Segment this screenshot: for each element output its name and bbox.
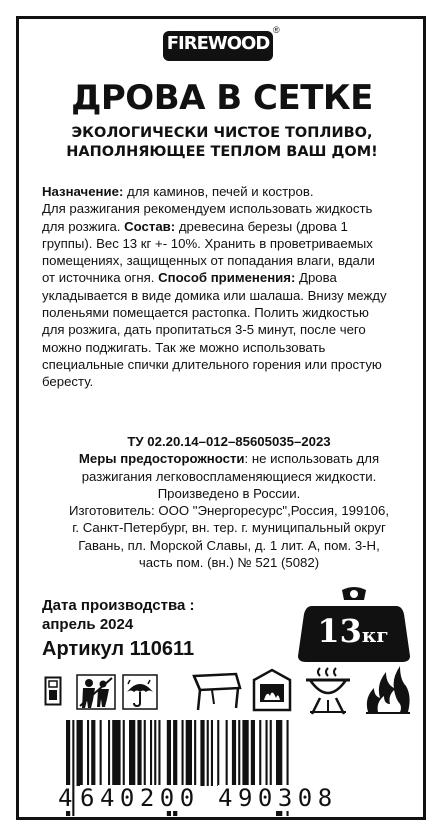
manufacturer-line: Гавань, пл. Морской Славы, д. 1 лит. А, пом. 3-Н, [78,537,380,553]
weight-unit: кг [361,623,389,647]
barcode-bar [211,720,213,786]
barcode-digits-right: 490308 [218,784,338,812]
description-block [42,183,416,391]
barcode-bar [129,720,135,786]
keep-dry-umbrella-icon [122,674,158,710]
description-line: помещениях, защищенных от попадания влаги, вдали [42,253,375,269]
barcode-bar [144,720,146,786]
usage-label: Способ применения: [158,270,296,286]
subtitle-line: НАПОЛНЯЮЩЕЕ ТЕПЛОМ ВАШ ДОМ! [66,144,378,160]
info-block [42,433,416,571]
production-date [42,596,194,634]
precautions-line: Меры предосторожности: не использовать для [78,451,380,467]
product-subtitle [0,124,444,162]
composition-label: Состав: [124,218,176,234]
barcode-digit-first: 4 [58,784,73,812]
precautions-label: Меры предосторожности [78,451,245,467]
barcode-bar [91,720,95,786]
barcode-bar [77,720,83,786]
description-line: для розжига, дать пропитаться 3-5 минут, после чего [42,322,366,338]
grill-icon [302,666,354,716]
barcode-bar [259,720,261,786]
barcode-bar [108,720,110,786]
precautions-line: разжигания легковоспламеняющиеся жидкости. [81,468,377,484]
barcode-digits-left: 640200 [80,784,200,812]
barcode-bar [154,720,156,786]
description-line: бересту. [42,374,94,390]
description-line: специальные спички длительного горения или простую [42,356,382,372]
barcode-bar [87,720,89,786]
barcode-bar [200,720,204,786]
production-date-value: апрель 2024 [42,616,134,633]
description-line: можно поджигать. Так же можно использовать [42,339,326,355]
barcode-bar [150,720,152,786]
tu-code: ТУ 02.20.14–012–85605035–2023 [127,434,331,449]
description-line: поленьями помещается растопка. Полить жидкостью [42,305,369,321]
barcode-bar [207,720,209,786]
barcode-bar [186,720,192,786]
barcode-bar [266,720,268,786]
keep-away-from-children-icon [76,674,116,710]
subtitle-line: ЭКОЛОГИЧЕСКИ ЧИСТОЕ ТОПЛИВО, [71,125,373,141]
manufacturer-line: г. Санкт-Петербург, вн. тер. г. муниципальный округ [72,520,386,536]
manufacturer-line: Изготовитель: ООО "Энергоресурс",Россия, 199106, [69,503,389,519]
purpose-label: Назначение: [42,184,124,199]
recycle-box-icon [44,676,62,706]
barcode-bar [112,720,120,786]
description-line: Для разжигания рекомендуем использовать жидкость [42,201,373,217]
article-number: Артикул 110611 [42,638,195,660]
barcode-bar [72,720,74,816]
fire-icon [364,664,412,716]
description-line: группы). Вес 13 кг +- 10%. Хранить в проветриваемых [42,235,373,251]
barcode-bar [123,720,125,786]
barcode-bar [238,720,240,786]
logo-text: FIREWOOD [166,33,270,54]
barcode-bar [194,720,196,786]
manufacturer-line: часть пом. (вн.) № 521 (5082) [138,555,320,571]
barcode-bar [182,720,184,786]
description-line: Назначение: для каминов, печей и костров. [42,184,314,199]
registered-mark: ® [273,25,280,35]
barcode-bar [158,720,160,786]
product-title: ДРОВА В СЕТКЕ [71,78,373,118]
description-line: от источника огня. Способ применения: Дрова [42,270,337,286]
oven-icon [250,668,294,712]
barcode-bar [232,720,236,786]
barcode-bar [226,720,228,786]
description-line: укладывается в виде домика или шалаша. Внизу между [42,287,387,303]
brand-logo [159,25,281,63]
barcode-bar [137,720,141,786]
weight-value: 13кг [317,612,389,650]
barcode-bar [100,720,102,786]
description-line: для розжига. Состав: древесина березы (дрова 1 [42,218,348,234]
barcode-bar [270,720,272,786]
barcode-bar [251,720,255,786]
production-date-label: Дата производства : [42,597,195,614]
origin-line: Произведено в России. [157,485,301,501]
barcode-bar [217,720,219,786]
barcode-bar [242,720,248,786]
brazier-icon [190,668,242,714]
